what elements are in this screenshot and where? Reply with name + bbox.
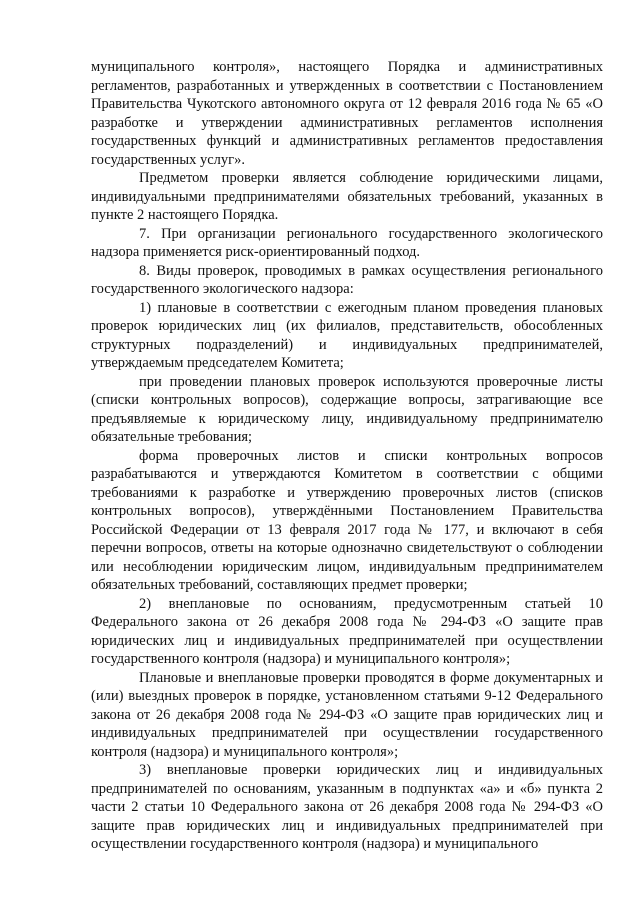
paragraph-item-8: 8. Виды проверок, проводимых в рамках осуществления регионального государственного экологического надзора: bbox=[91, 262, 603, 297]
paragraph-subitem-1: 1) плановые в соответствии с ежегодным планом проведения плановых проверок юридических лиц (их филиалов, представительств, обособленных структурных подразделений) и индивидуальных предпринимателей, утверждаемым председателем Комитета; bbox=[91, 299, 603, 371]
paragraph-continuation: муниципального контроля», настоящего Порядка и административных регламентов, разработанных и утвержденных в соответствии с Постановлением Правительства Чукотского автономного округа от 12 февраля 2016 года № 65 «О разработке и утверждении административных регламентов исполнения государственных функций и административных регламентов предоставления государственных услуг». bbox=[91, 59, 603, 168]
paragraph-inspection-forms: Плановые и внеплановые проверки проводятся в форме документарных и (или) выездных проверок в порядке, установленном статьями 9-12 Федерального закона от 26 декабря 2008 года № 294-ФЗ «О защите прав юридических лиц и индивидуальных предпринимателей при осуществлении государственного контроля (надзора) и муниципального контроля»; bbox=[91, 669, 603, 760]
document-page bbox=[91, 58, 603, 854]
paragraph-item-7: 7. При организации регионального государственного экологического надзора применяется риск-ориентированный подход. bbox=[91, 225, 603, 260]
paragraph-inspection-subject: Предметом проверки является соблюдение юридическими лицами, индивидуальными предпринимателями обязательных требований, указанных в пункте 2 настоящего Порядка. bbox=[91, 170, 603, 223]
paragraph-subitem-3: 3) внеплановые проверки юридических лиц и индивидуальных предпринимателей по основаниям, указанным в подпунктах «а» и «б» пункта 2 части 2 статьи 10 Федерального закона от 26 декабря 2008 года № 294-ФЗ «О защите прав юридических лиц и индивидуальных предпринимателей при осуществлении государственного контроля (надзора) и муниципального bbox=[91, 762, 603, 852]
paragraph-checklists: при проведении плановых проверок используются проверочные листы (списки контрольных вопросов), содержащие вопросы, затрагивающие все предъявляемые к юридическому лицу, индивидуальному предпринимателю обязательные требования; bbox=[91, 373, 603, 445]
paragraph-checklist-form: форма проверочных листов и списки контрольных вопросов разрабатываются и утверждаются Комитетом в соответствии с общими требованиями к разработке и утверждению проверочных листов (списков контрольных вопросов), утверждёнными Постановлением Правительства Российской Федерации от 13 февраля 2017 года № 177, и включают в себя перечни вопросов, ответы на которые однозначно свидетельствуют о соблюдении или несоблюдении юридическим лицом, индивидуальным предпринимателем обязательных требований, составляющих предмет проверки; bbox=[91, 447, 603, 593]
paragraph-subitem-2: 2) внеплановые по основаниям, предусмотренным статьей 10 Федерального закона от 26 декабря 2008 года № 294-ФЗ «О защите прав юридических лиц и индивидуальных предпринимателей при осуществлении государственного контроля (надзора) и муниципального контроля»; bbox=[91, 595, 603, 667]
